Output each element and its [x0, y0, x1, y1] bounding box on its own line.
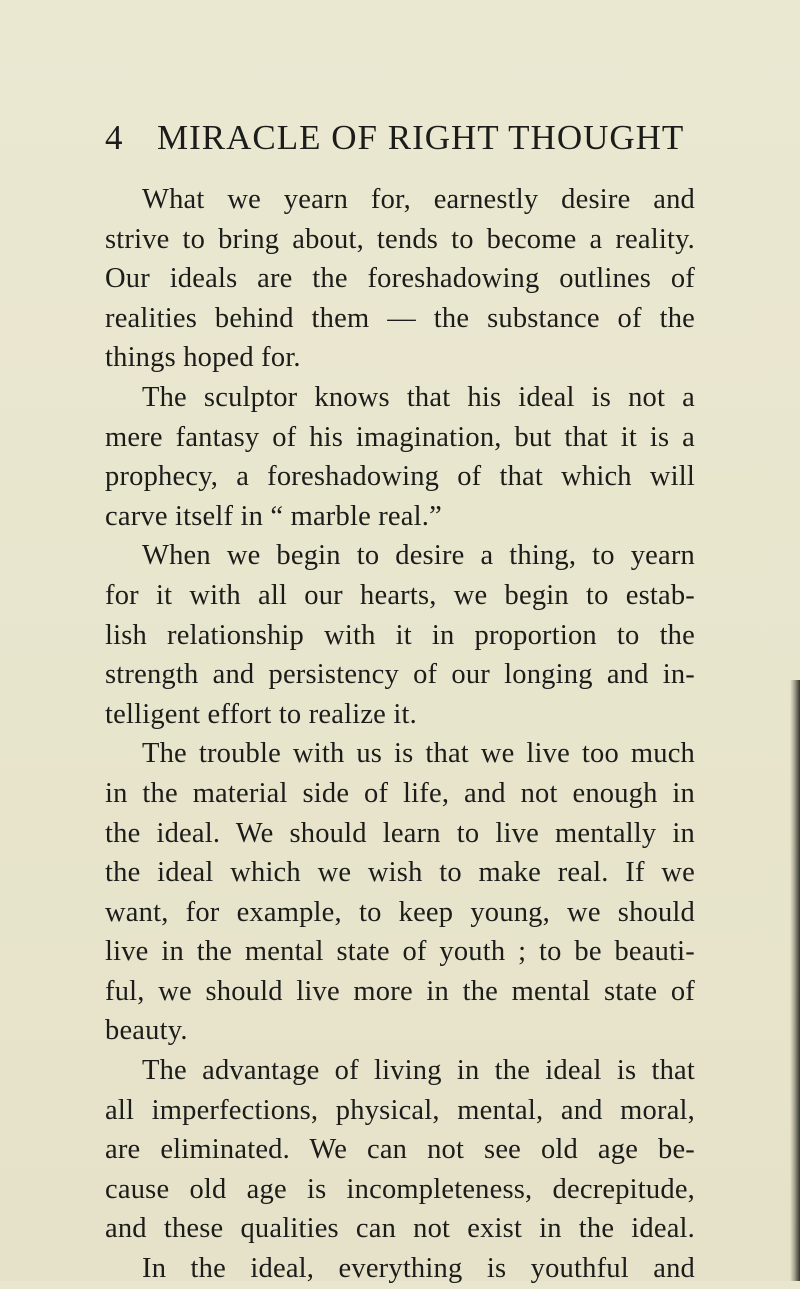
text-line: strength and persistency of our longing and in-: [105, 659, 695, 691]
text-line: things hoped for.: [105, 342, 301, 374]
text-line: want, for example, to keep young, we should: [105, 896, 695, 928]
text-line: all imperfections, physical, mental, and moral,: [105, 1094, 695, 1126]
text-line: the ideal which we wish to make real. If we: [105, 857, 695, 889]
text-line: telligent effort to realize it.: [105, 698, 417, 730]
text-line: The advantage of living in the ideal is that: [142, 1055, 695, 1087]
text-line: mere fantasy of his imagination, but that it is a: [105, 421, 695, 453]
text-line: carve itself in “ marble real.”: [105, 500, 442, 532]
text-line: the ideal. We should learn to live mentally in: [105, 817, 695, 849]
text-line: ful, we should live more in the mental state of: [105, 975, 695, 1007]
text-line: in the material side of life, and not enough in: [105, 777, 695, 809]
text-line: The sculptor knows that his ideal is not a: [142, 381, 695, 413]
text-line: and these qualities can not exist in the ideal.: [105, 1213, 695, 1245]
text-line: In the ideal, everything is youthful and: [142, 1253, 695, 1285]
page-number: 4: [105, 118, 123, 157]
text-line: prophecy, a foreshadowing of that which will: [105, 461, 695, 493]
text-line: for it with all our hearts, we begin to estab-: [105, 579, 695, 611]
text-line: The trouble with us is that we live too much: [142, 738, 695, 770]
page-header: [105, 118, 695, 168]
page-edge-shadow: [790, 680, 800, 1281]
text-line: are eliminated. We can not see old age be-: [105, 1134, 695, 1166]
text-line: beauty.: [105, 1015, 188, 1047]
text-line: What we yearn for, earnestly desire and: [142, 184, 695, 215]
body-text: [105, 180, 695, 1289]
text-line: lish relationship with it in proportion to the: [105, 619, 695, 651]
text-line: realities behind them — the substance of the: [105, 302, 695, 334]
text-line: cause old age is incompleteness, decrepitude,: [105, 1173, 695, 1205]
text-line: When we begin to desire a thing, to yearn: [142, 540, 695, 572]
text-line: Our ideals are the foreshadowing outlines of: [105, 263, 695, 295]
running-title: MIRACLE OF RIGHT THOUGHT: [157, 118, 685, 157]
text-line: strive to bring about, tends to become a reality.: [105, 223, 695, 255]
text-line: live in the mental state of youth ; to be beauti-: [105, 936, 695, 968]
